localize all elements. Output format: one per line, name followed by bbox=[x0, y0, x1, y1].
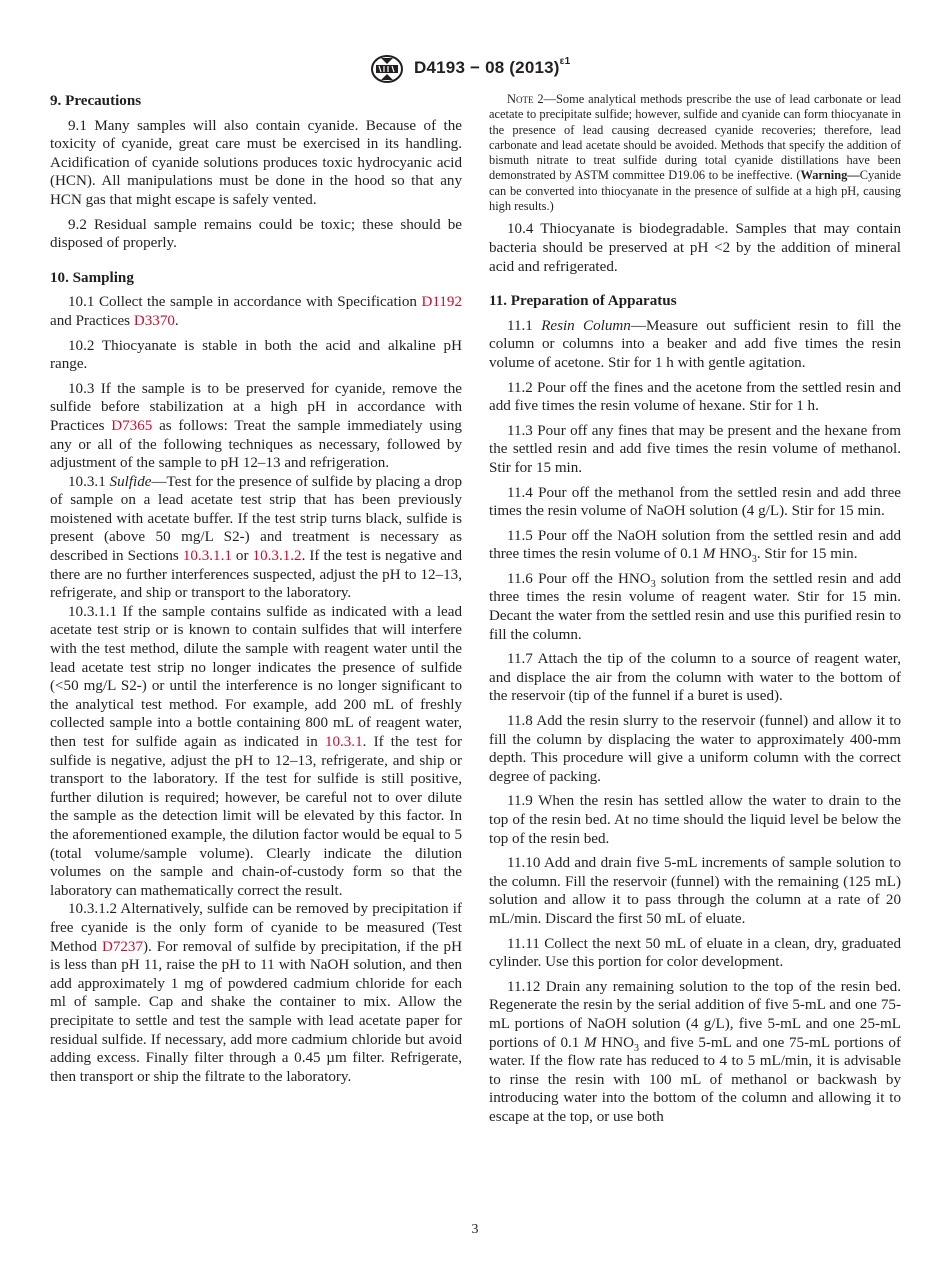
para-10-3-1: 10.3.1 Sulfide—Test for the presence of sulfide by placing a drop of sample on a lead acetate test strip that has been previously moistened with acetate buffer. If the test strip turns black, sulfide is present (above 50 mg/L S2-) and treatment is necessary as described in Sections 10.3.1.1 or 10.3.1.2. If the test is negative and there are no further interferences suspected, adjust the pH to 12–13, refrigerate, and ship or transport to the laboratory. bbox=[50, 473, 462, 602]
para-11-2: 11.2 Pour off the fines and the acetone from the settled resin and add five times the resin volume of hexane. Stir for 1 h. bbox=[489, 379, 901, 415]
para-11-12: 11.12 Drain any remaining solution to the top of the resin bed. Regenerate the resin by the serial addition of five 5-mL and one 75-mL portions of NaOH solution (4 g/L), five 5-mL and one 25-mL portions of 0.1 M $HNO_3$ and five 5-mL and one 75-mL portions of water. If the flow rate has reduced to 4 to 5 mL/min, it is advisable to rinse the resin with 100 mL of methanol or backwash by introducing water into the bottom of the column and allowing it to escape at the top, or use both bbox=[489, 978, 901, 1125]
para-11-5: 11.5 Pour off the NaOH solution from the settled resin and add three times the resin volume of 0.1 M $HNO_3$. Stir for 15 min. bbox=[489, 527, 901, 566]
para-11-7: 11.7 Attach the tip of the column to a source of reagent water, and displace the air from the column with water to the bottom of the reservoir (tip of the funnel if a buret is used). bbox=[489, 651, 901, 705]
para-11-3: 11.3 Pour off any fines that may be present and the hexane from the settled resin and add five times the resin volume of methanol. Stir for 15 min. bbox=[489, 422, 901, 476]
note-2: Note 2—Some analytical methods prescribe the use of lead carbonate or lead acetate to precipitate sulfide; however, sulfide and cyanide can form thiocyanate in the presence of lead causing decreased cyanide recoveries; therefore, lead carbonate and lead acetate should be avoided. Methods that specify the addition of bismuth nitrate to treat sulfide during total cyanide distillations have been demonstrated by ASTM committee D19.06 to be ineffective. (Warning—Cyanide can be converted into thiocyanate in the presence of sulfide at a high pH, causing high results.) bbox=[489, 92, 901, 214]
link-10-3-1-2[interactable]: 10.3.1.2 bbox=[252, 548, 302, 565]
para-11-11: 11.11 Collect the next 50 mL of eluate in a clean, dry, graduated cylinder. Use this portion for color development. bbox=[489, 935, 901, 971]
section-11-title: 11. Preparation of Apparatus bbox=[489, 293, 677, 310]
para-11-9: 11.9 When the resin has settled allow the water to drain to the top of the resin bed. At no time should the liquid level be below the top of the resin bed. bbox=[489, 793, 901, 847]
section-9-title: 9. Precautions bbox=[50, 93, 142, 109]
link-d7365[interactable]: D7365 bbox=[111, 417, 153, 434]
para-10-2: 10.2 Thiocyanate is stable in both the acid and alkaline pH range. bbox=[50, 337, 462, 373]
epsilon-superscript: ε1 bbox=[559, 56, 571, 68]
page-number: 3 bbox=[471, 1222, 479, 1237]
para-9-2: 9.2 Residual sample remains could be toxic; these should be disposed of properly. bbox=[50, 216, 462, 252]
para-10-3: 10.3 If the sample is to be preserved for cyanide, remove the sulfide before stabilization at a high pH in accordance with Practices D7365 as follows: Treat the sample immediately using any or all of the following techniques as necessary, followed by adjustment of the sample to pH 12–13 and refrigeration. bbox=[50, 380, 462, 472]
page-header bbox=[0, 50, 950, 90]
section-10-title: 10. Sampling bbox=[50, 269, 134, 286]
link-10-3-1-1[interactable]: 10.3.1.1 bbox=[182, 548, 232, 565]
astm-logo-icon bbox=[370, 54, 404, 84]
link-d7237[interactable]: D7237 bbox=[101, 938, 144, 955]
para-11-4: 11.4 Pour off the methanol from the settled resin and add three times the resin volume of NaOH solution (4 g/L). Stir for 15 min. bbox=[489, 484, 901, 520]
para-10-3-1-2: 10.3.1.2 Alternatively, sulfide can be removed by precipitation if free cyanide is the only form of cyanide to be measured (Test Method D7237). For removal of sulfide by precipitation, if the pH is less than pH 11, raise the pH to 11 with NaOH solution, and then add approximately 1 mg of powdered cadmium chloride for each ml of sample. Cap and shake the container to mix. Allow the precipitate to settle and test the sample with lead acetate paper for residual sulfide. If necessary, add more cadmium chloride but avoid adding excess. Finally filter through a 0.45 µm filter. Refrigerate, then transport or ship the filtrate to the laboratory. bbox=[50, 901, 462, 1085]
left-column bbox=[50, 92, 462, 1086]
link-d3370[interactable]: D3370 bbox=[133, 312, 175, 329]
para-10-3-1-1: 10.3.1.1 If the sample contains sulfide as indicated with a lead acetate test strip or is known to contain sulfides that will interfere with the test method, dilute the sample with reagent water until the lead acetate test strip no longer indicates the presence of sulfide (<50 mg/L S2-) or until the interference is no longer significant to the analytical test method. For example, add 200 mL of freshly collected sample into a bottle containing 800 mL of reagent water, then test for sulfide again as indicated in 10.3.1. If the test for sulfide is negative, adjust the pH to 12–13, refrigerate, and ship or transport to the laboratory. If the test for sulfide is still positive, further dilution is required; however, be careful not to over dilute the sample as the detection limit will be elevated by this factor. In the aforementioned example, the dilution factor would be equal to 5 (total volume/sample volume). Clearly indicate the dilution volumes on the sample and chain-of-custody form so that the laboratory can mathematically correct the result. bbox=[50, 603, 462, 899]
link-10-3-1[interactable]: 10.3.1 bbox=[324, 734, 363, 750]
link-d1192[interactable]: D1192 bbox=[421, 294, 462, 311]
para-11-6: 11.6 Pour off the $HNO_3$ solution from the settled resin and add three times the resin volume of reagent water. Stir for 15 min. Decant the water from the settled resin and use this purified resin to fill the column. bbox=[489, 570, 901, 643]
para-9-1: 9.1 Many samples will also contain cyanide. Because of the toxicity of cyanide, great care must be exercised in its handling. Acidification of cyanide solutions produces toxic hydrocyanic acid (HCN). All manipulations must be done in the hood so that any HCN gas that might escape is safely vented. bbox=[50, 117, 462, 208]
para-11-10: 11.10 Add and drain five 5-mL increments of sample solution to the column. Fill the reservoir (funnel) with the remaining (125 mL) solution and allow it to pass through the column at a rate of 20 mL/min. Discard the first 50 mL of eluate. bbox=[489, 855, 901, 927]
para-11-8: 11.8 Add the resin slurry to the reservoir (funnel) and allow it to fill the column by displacing the water to approximately 400-mm depth. This procedure will give a uniform column with the correct degree of packing. bbox=[489, 713, 901, 785]
document-designation: D4193 − 08 $(2013)^{\varepsilon 1}$ bbox=[414, 56, 571, 77]
para-10-1: 10.1 Collect the sample in accordance with Specification D1192 and Practices D3370. bbox=[50, 294, 462, 329]
right-column bbox=[489, 92, 901, 1127]
para-10-4: 10.4 Thiocyanate is biodegradable. Samples that may contain bacteria should be preserved at pH <2 by the addition of mineral acid and refrigerated. bbox=[489, 221, 901, 275]
para-11-1: 11.1 Resin Column—Measure out sufficient resin to fill the column or columns into a beaker and add five times the resin volume of acetone. Stir for 1 h with gentle agitation. bbox=[489, 317, 902, 371]
